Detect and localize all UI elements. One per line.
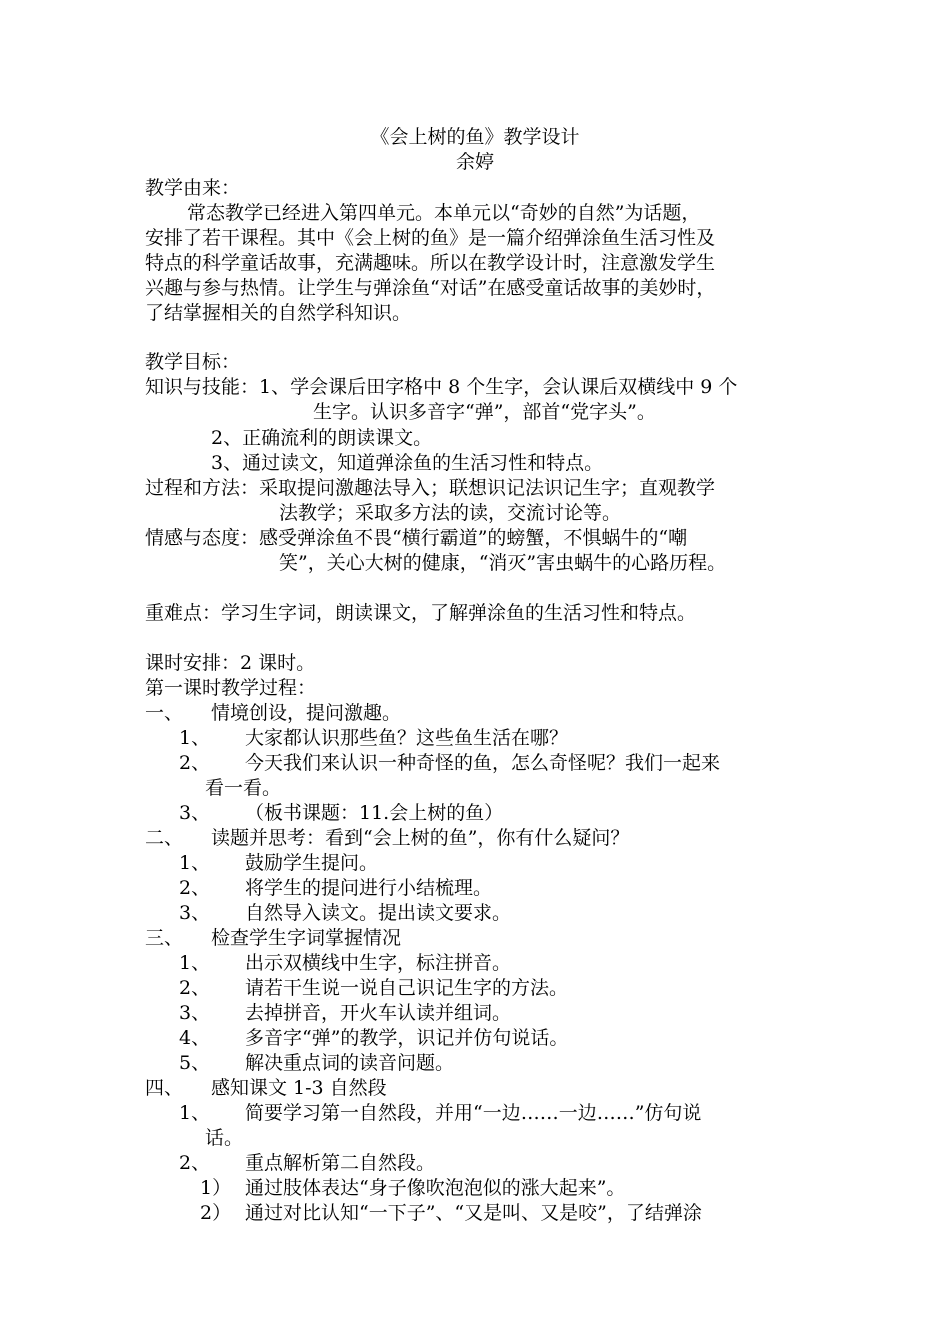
item-number: 4、 [179, 1027, 211, 1049]
goal-process: 过程和方法：采取提问激趣法导入；联想识记法识记生字；直观教学 [145, 477, 716, 499]
section-number: 三、 [145, 927, 184, 949]
item-number: 2、 [179, 877, 211, 899]
item-number: 3、 [179, 1002, 211, 1024]
section-number: 四、 [145, 1077, 184, 1099]
process-heading: 第一课时教学过程： [145, 677, 317, 699]
item-text: 去掉拼音，开火车认读并组词。 [245, 1002, 512, 1024]
section-text: 读题并思考：看到“会上树的鱼”，你有什么疑问？ [211, 827, 630, 849]
goal-emotion: 情感与态度：感受弹涂鱼不畏“横行霸道”的螃蟹，不惧蜗牛的“嘲 [145, 527, 688, 549]
item-number: 1、 [179, 727, 211, 749]
origin-line: 兴趣与参与热情。让学生与弹涂鱼“对话”在感受童话故事的美妙时， [145, 277, 716, 299]
document-author: 余婷 [455, 151, 494, 173]
item-text: （板书课题：11.会上树的鱼） [245, 802, 504, 824]
document-title: 《会上树的鱼》教学设计 [370, 126, 580, 148]
item-text: 解决重点词的读音问题。 [245, 1052, 455, 1074]
goals-heading: 教学目标： [145, 351, 241, 373]
goal-knowledge-2: 2、正确流利的朗读课文。 [211, 427, 433, 449]
sub-item-number: 2） [200, 1202, 232, 1224]
section-text: 情境创设，提问激趣。 [211, 702, 402, 724]
goal-emotion-cont: 笑”，关心大树的健康，“消灭”害虫蜗牛的心路历程。 [279, 552, 727, 574]
item-number: 2、 [179, 977, 211, 999]
item-number: 2、 [179, 1152, 211, 1174]
item-text: 请若干生说一说自己识记生字的方法。 [245, 977, 569, 999]
item-number: 1、 [179, 1102, 211, 1124]
goal-knowledge-1-cont: 生字。认识多音字“弹”，部首“党字头”。 [313, 401, 656, 423]
sub-item-text: 通过对比认知“一下子”、“又是叫、又是咬”，了结弹涂 [245, 1202, 702, 1224]
item-number: 1、 [179, 952, 211, 974]
item-text: 简要学习第一自然段，并用“一边……一边……”仿句说 [245, 1102, 702, 1124]
section-text: 检查学生字词掌握情况 [211, 927, 402, 949]
list-item-cont: 话。 [205, 1127, 244, 1149]
origin-heading: 教学由来： [145, 177, 241, 199]
item-text: 今天我们来认识一种奇怪的鱼，怎么奇怪呢？我们一起来 [245, 752, 721, 774]
schedule: 课时安排：2 课时。 [145, 652, 316, 674]
item-number: 1、 [179, 852, 211, 874]
sub-item-number: 1） [200, 1177, 232, 1199]
goal-process-cont: 法教学；采取多方法的读，交流讨论等。 [279, 502, 622, 524]
item-text: 出示双横线中生字，标注拼音。 [245, 952, 512, 974]
origin-line: 安排了若干课程。其中《会上树的鱼》是一篇介绍弹涂鱼生活习性及 [145, 227, 716, 249]
sub-item-text: 通过肢体表达“身子像吹泡泡似的涨大起来”。 [245, 1177, 626, 1199]
item-text: 大家都认识那些鱼？这些鱼生活在哪？ [245, 727, 569, 749]
goal-knowledge-3: 3、通过读文，知道弹涂鱼的生活习性和特点。 [211, 452, 604, 474]
item-text: 将学生的提问进行小结梳理。 [245, 877, 493, 899]
section-number: 一、 [145, 702, 184, 724]
item-text: 重点解析第二自然段。 [245, 1152, 436, 1174]
origin-line: 了结掌握相关的自然学科知识。 [145, 302, 412, 324]
section-number: 二、 [145, 827, 184, 849]
section-text: 感知课文 1-3 自然段 [211, 1077, 387, 1099]
item-number: 3、 [179, 902, 211, 924]
list-item-cont: 看一看。 [205, 777, 282, 799]
item-text: 鼓励学生提问。 [245, 852, 379, 874]
item-number: 5、 [179, 1052, 211, 1074]
goal-knowledge-1: 知识与技能：1、学会课后田字格中 8 个生字，会认课后双横线中 9 个 [145, 376, 738, 398]
key-points: 重难点：学习生字词，朗读课文，了解弹涂鱼的生活习性和特点。 [145, 602, 697, 624]
item-text: 自然导入读文。提出读文要求。 [245, 902, 512, 924]
origin-line: 常态教学已经进入第四单元。本单元以“奇妙的自然”为话题， [187, 202, 701, 224]
item-number: 3、 [179, 802, 211, 824]
origin-line: 特点的科学童话故事，充满趣味。所以在教学设计时，注意激发学生 [145, 252, 716, 274]
item-number: 2、 [179, 752, 211, 774]
item-text: 多音字“弹”的教学，识记并仿句说话。 [245, 1027, 569, 1049]
